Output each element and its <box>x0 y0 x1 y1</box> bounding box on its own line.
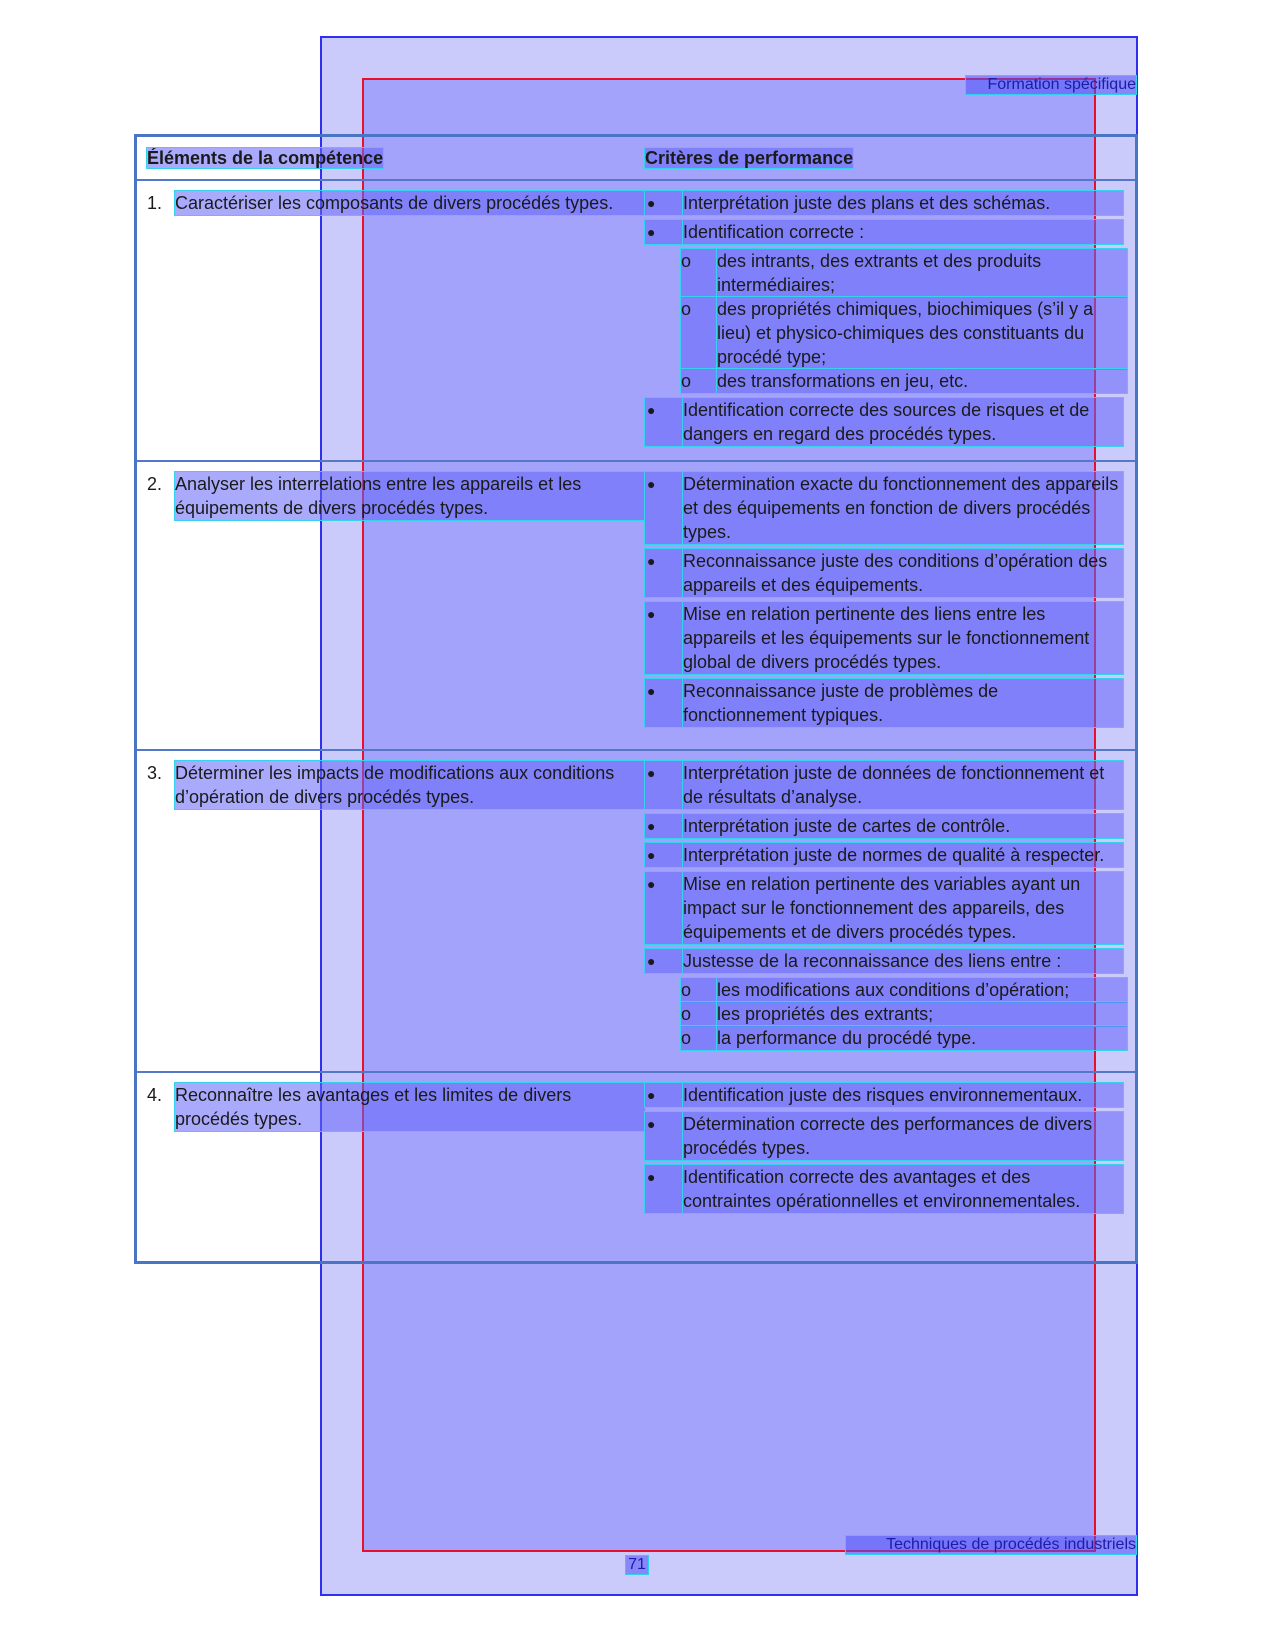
bullet-icon: ● <box>645 220 683 244</box>
bullet-icon: ● <box>645 843 683 867</box>
bullet-icon: ● <box>645 191 683 215</box>
bullet-icon: ● <box>645 872 683 944</box>
criterion-text: Détermination exacte du fonctionnement des appareils et des équipements en fonction de divers procédés types. <box>683 472 1123 544</box>
bullet-icon: ● <box>645 679 683 727</box>
sub-bullet-icon: o <box>681 1026 717 1050</box>
element-cell <box>136 1072 646 1262</box>
bullet-icon: ● <box>645 1083 683 1107</box>
element-number: 3. <box>147 763 163 784</box>
competence-element <box>137 1073 645 1131</box>
footer-program: Techniques de procédés industriels <box>846 1536 1136 1554</box>
criterion-item <box>645 220 1135 244</box>
element-number: 2. <box>147 473 163 494</box>
criterion-item <box>645 814 1135 838</box>
sub-criterion-text: des propriétés chimiques, biochimiques (s’il y a lieu) et physico-chimiques des constituants du procédé type; <box>717 297 1127 369</box>
sub-criterion-item <box>681 249 1135 297</box>
criterion-text: Identification correcte : <box>683 220 1123 244</box>
table-header-row <box>136 136 1137 181</box>
table-row <box>136 750 1137 1072</box>
section-header: Formation spécifique <box>966 76 1136 94</box>
sub-bullet-icon: o <box>681 249 717 297</box>
sub-criterion-text: les propriétés des extrants; <box>717 1002 1127 1026</box>
element-cell <box>136 750 646 1072</box>
element-number: 4. <box>147 1085 163 1106</box>
sub-criterion-item <box>681 1002 1135 1026</box>
element-cell <box>136 180 646 461</box>
table-row <box>136 180 1137 461</box>
criterion-item <box>645 1112 1135 1160</box>
sub-criterion-text: des intrants, des extrants et des produits intermédiaires; <box>717 249 1127 297</box>
element-text: Caractériser les composants de divers procédés types. <box>175 191 645 215</box>
bullet-icon: ● <box>645 549 683 597</box>
competence-table <box>134 134 1138 1264</box>
element-text: Déterminer les impacts de modifications aux conditions d’opération de divers procédés types. <box>175 761 645 809</box>
sub-bullet-icon: o <box>681 1002 717 1026</box>
criterion-item <box>645 949 1135 973</box>
bullet-icon: ● <box>645 814 683 838</box>
element-number: 1. <box>147 193 163 213</box>
sub-criterion-item <box>681 369 1135 393</box>
element-cell <box>136 461 646 750</box>
bullet-icon: ● <box>645 949 683 973</box>
criterion-item <box>645 1165 1135 1213</box>
table-row <box>136 1072 1137 1262</box>
sub-criterion-text: des transformations en jeu, etc. <box>717 369 1127 393</box>
criterion-item <box>645 761 1135 809</box>
sub-criterion-item <box>681 978 1135 1002</box>
criteria-cell <box>645 180 1137 461</box>
competence-element <box>137 181 645 215</box>
criterion-text: Reconnaissance juste de problèmes de fonctionnement typiques. <box>683 679 1123 727</box>
criterion-item <box>645 1083 1135 1107</box>
sub-criterion-text: les modifications aux conditions d’opération; <box>717 978 1127 1002</box>
sub-criterion-text: la performance du procédé type. <box>717 1026 1127 1050</box>
sub-bullet-icon: o <box>681 297 717 369</box>
criterion-text: Interprétation juste de cartes de contrôle. <box>683 814 1123 838</box>
sub-bullet-icon: o <box>681 369 717 393</box>
column-header-elements: Éléments de la compétence <box>136 136 646 181</box>
spacer <box>645 1050 1135 1055</box>
criterion-item <box>645 602 1135 674</box>
criterion-item <box>645 398 1135 446</box>
competence-element <box>137 462 645 520</box>
criterion-item <box>645 191 1135 215</box>
criterion-text: Mise en relation pertinente des variables ayant un impact sur le fonctionnement des appareils, des équipements et de divers procédés types. <box>683 872 1123 944</box>
bullet-icon: ● <box>645 472 683 544</box>
bullet-icon: ● <box>645 602 683 674</box>
criteria-cell <box>645 750 1137 1072</box>
criterion-text: Interprétation juste de données de fonctionnement et de résultats d’analyse. <box>683 761 1123 809</box>
bullet-icon: ● <box>645 1112 683 1160</box>
element-text: Analyser les interrelations entre les appareils et les équipements de divers procédés types. <box>175 472 645 520</box>
criteria-cell <box>645 461 1137 750</box>
criterion-text: Détermination correcte des performances de divers procédés types. <box>683 1112 1123 1160</box>
sub-bullet-icon: o <box>681 978 717 1002</box>
competence-element <box>137 751 645 809</box>
criterion-text: Mise en relation pertinente des liens entre les appareils et les équipements sur le fonctionnement global de divers procédés types. <box>683 602 1123 674</box>
criterion-item <box>645 472 1135 544</box>
criterion-item <box>645 679 1135 727</box>
criterion-text: Interprétation juste des plans et des schémas. <box>683 191 1123 215</box>
criteria-cell <box>645 1072 1137 1262</box>
criterion-item <box>645 843 1135 867</box>
criterion-text: Justesse de la reconnaissance des liens entre : <box>683 949 1123 973</box>
sub-criterion-item <box>681 1026 1135 1050</box>
criterion-item <box>645 872 1135 944</box>
criterion-text: Interprétation juste de normes de qualité à respecter. <box>683 843 1123 867</box>
criterion-text: Reconnaissance juste des conditions d’opération des appareils et des équipements. <box>683 549 1123 597</box>
bullet-icon: ● <box>645 1165 683 1213</box>
element-text: Reconnaître les avantages et les limites de divers procédés types. <box>175 1083 645 1131</box>
criterion-text: Identification juste des risques environnementaux. <box>683 1083 1123 1107</box>
bullet-icon: ● <box>645 398 683 446</box>
sub-criterion-item <box>681 297 1135 369</box>
criterion-item <box>645 549 1135 597</box>
column-header-criteria: Critères de performance <box>645 136 1137 181</box>
table-row <box>136 461 1137 750</box>
bullet-icon: ● <box>645 761 683 809</box>
criterion-text: Identification correcte des sources de risques et de dangers en regard des procédés types. <box>683 398 1123 446</box>
criterion-text: Identification correcte des avantages et des contraintes opérationnelles et environnementales. <box>683 1165 1123 1213</box>
page-number: 71 <box>626 1556 648 1574</box>
